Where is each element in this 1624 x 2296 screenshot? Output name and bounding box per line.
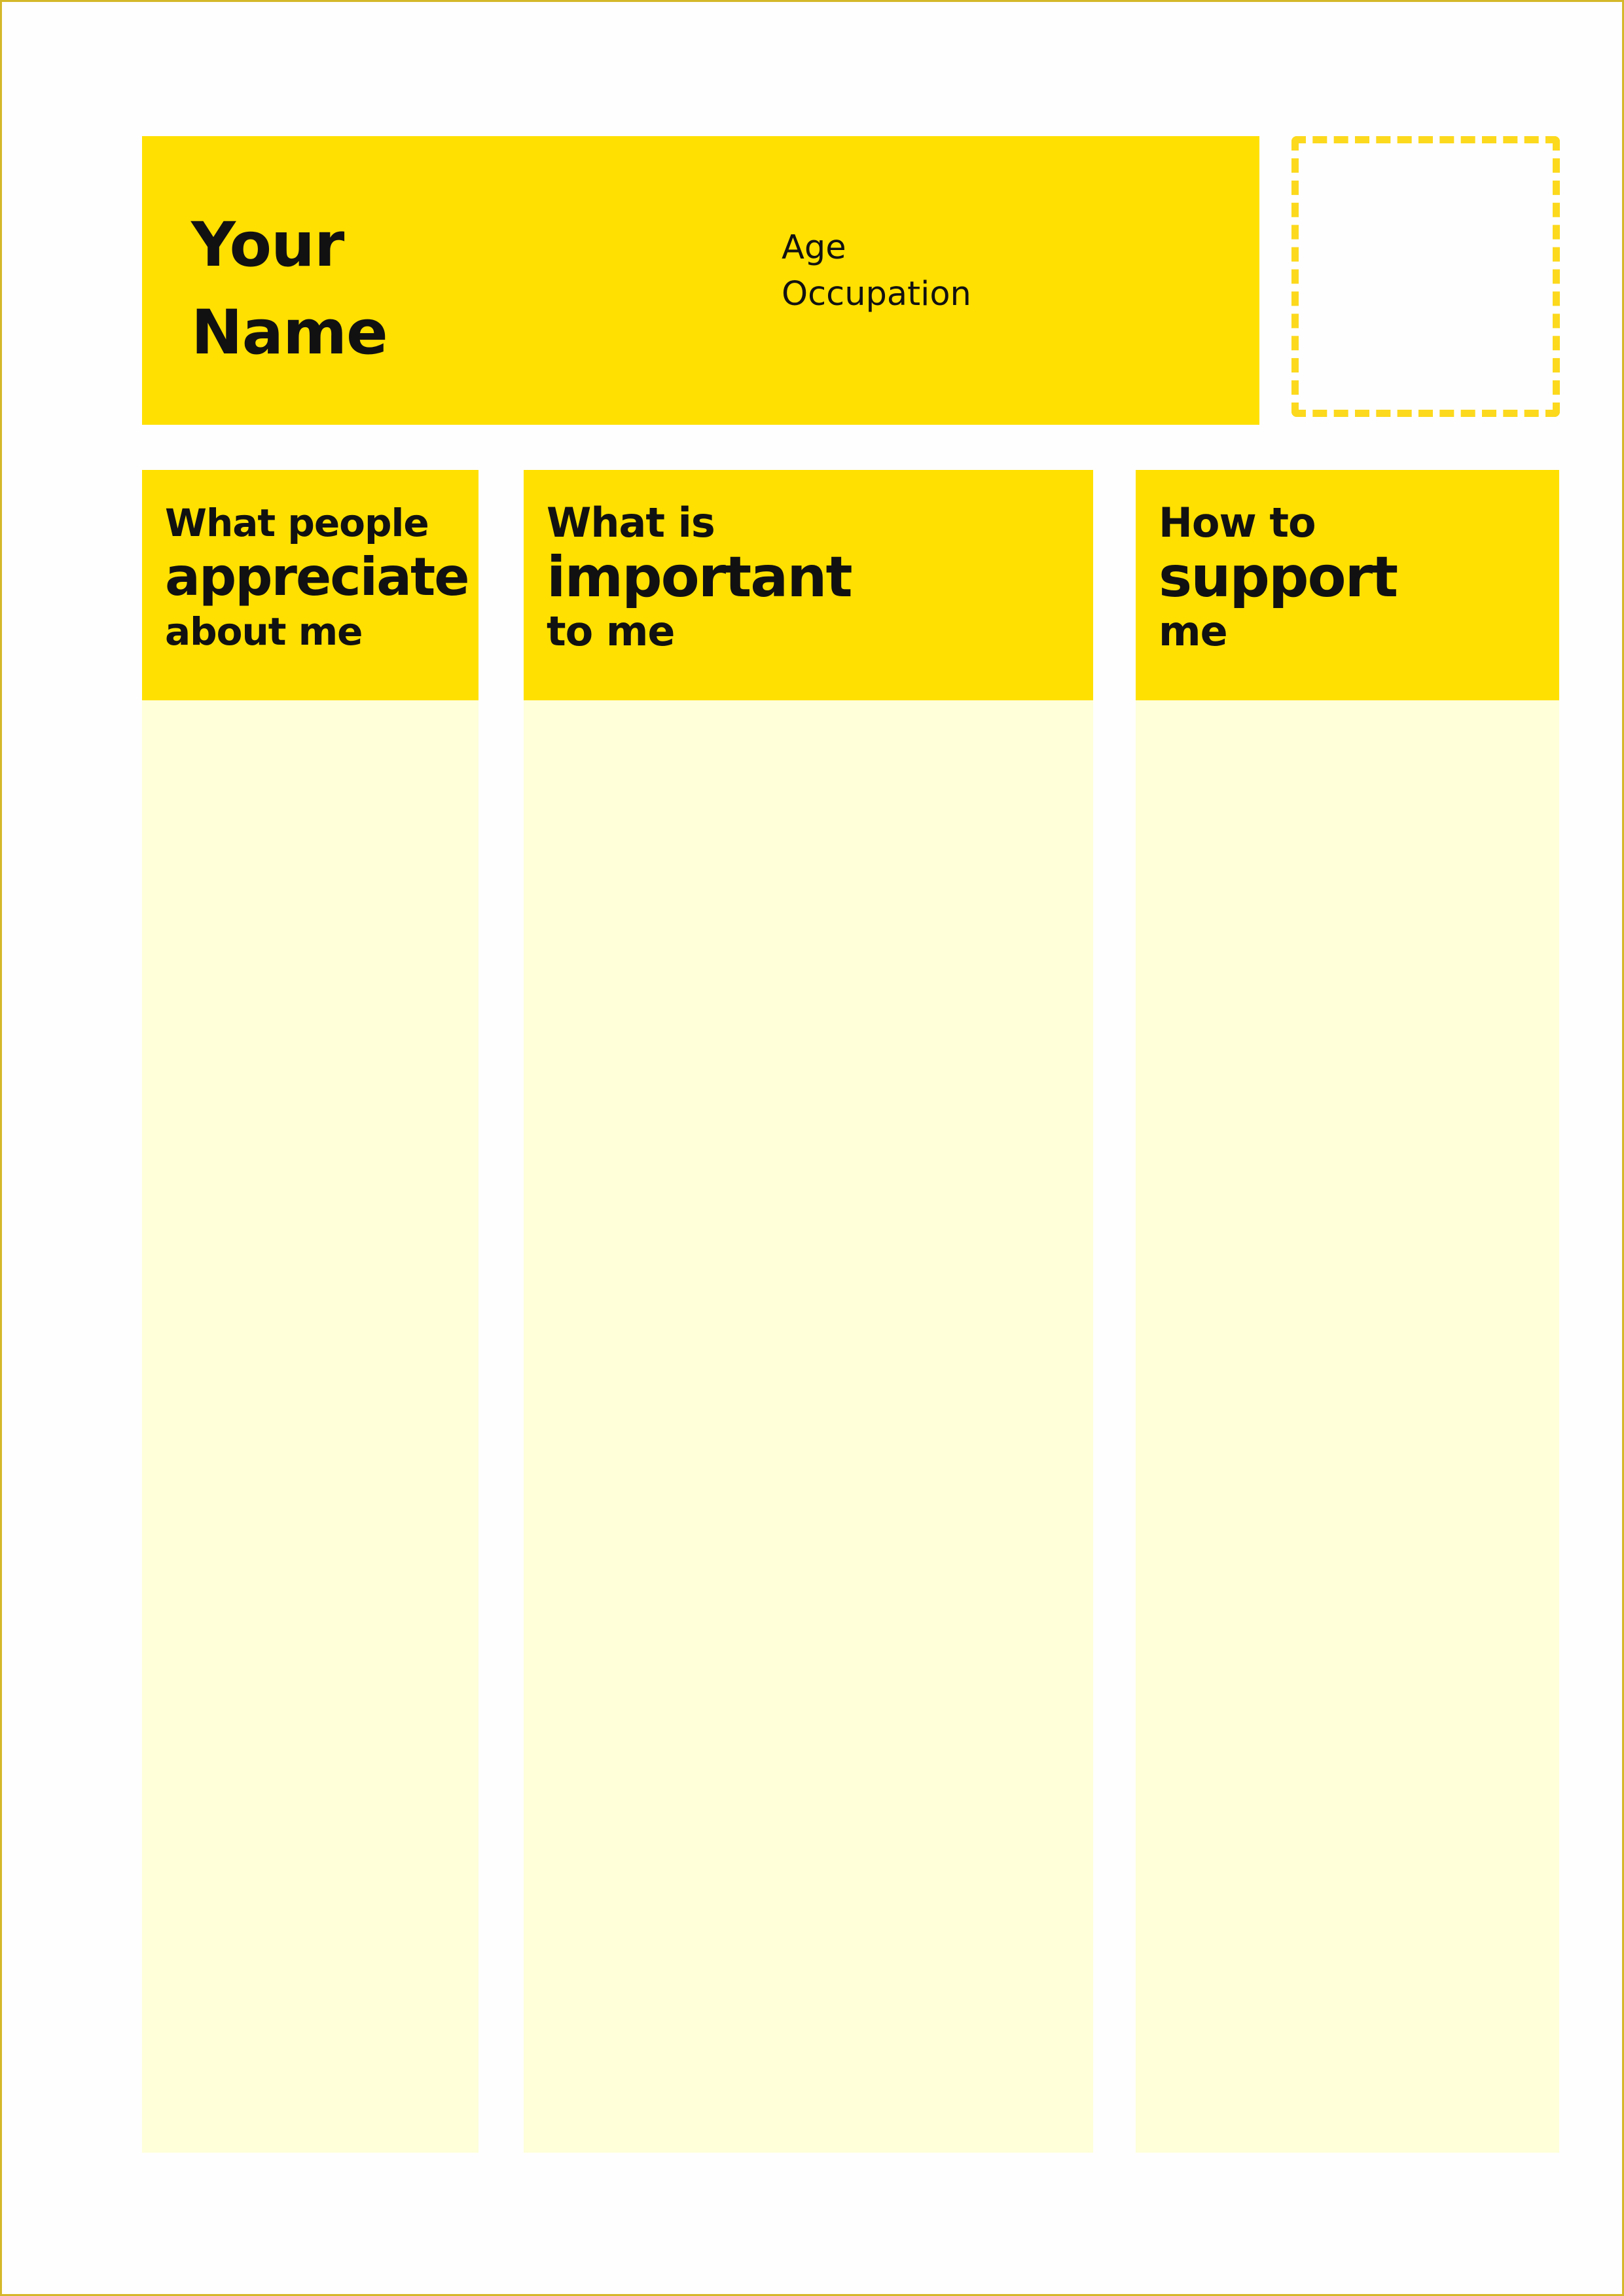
column-heading-keyword: important	[547, 545, 852, 610]
occupation-label[interactable]: Occupation	[782, 275, 971, 314]
column-header-support	[1136, 470, 1559, 700]
name-line-1: Your	[191, 209, 344, 281]
column-header-important	[524, 470, 1093, 700]
personal-info	[782, 224, 971, 317]
column-heading-line: me	[1159, 607, 1227, 655]
column-header-appreciate	[142, 470, 478, 700]
column-heading-line: about me	[165, 609, 363, 654]
column-heading-line: How to	[1159, 499, 1316, 547]
column-body-important[interactable]	[524, 700, 1093, 2153]
column-heading-line: to me	[547, 607, 675, 655]
photo-placeholder[interactable]	[1291, 136, 1560, 417]
column-important	[524, 470, 1093, 2153]
column-body-support[interactable]	[1136, 700, 1559, 2153]
column-support	[1136, 470, 1559, 2153]
column-heading-keyword: support	[1159, 545, 1398, 610]
name-line-2: Name	[191, 297, 388, 368]
column-heading-keyword: appreciate	[165, 547, 469, 607]
name-field[interactable]	[191, 202, 388, 377]
column-heading-line: What people	[165, 501, 429, 545]
age-label[interactable]: Age	[782, 228, 846, 267]
column-heading-line: What is	[547, 499, 715, 547]
column-body-appreciate[interactable]	[142, 700, 478, 2153]
column-appreciate	[142, 470, 478, 2153]
header-banner	[142, 136, 1259, 425]
